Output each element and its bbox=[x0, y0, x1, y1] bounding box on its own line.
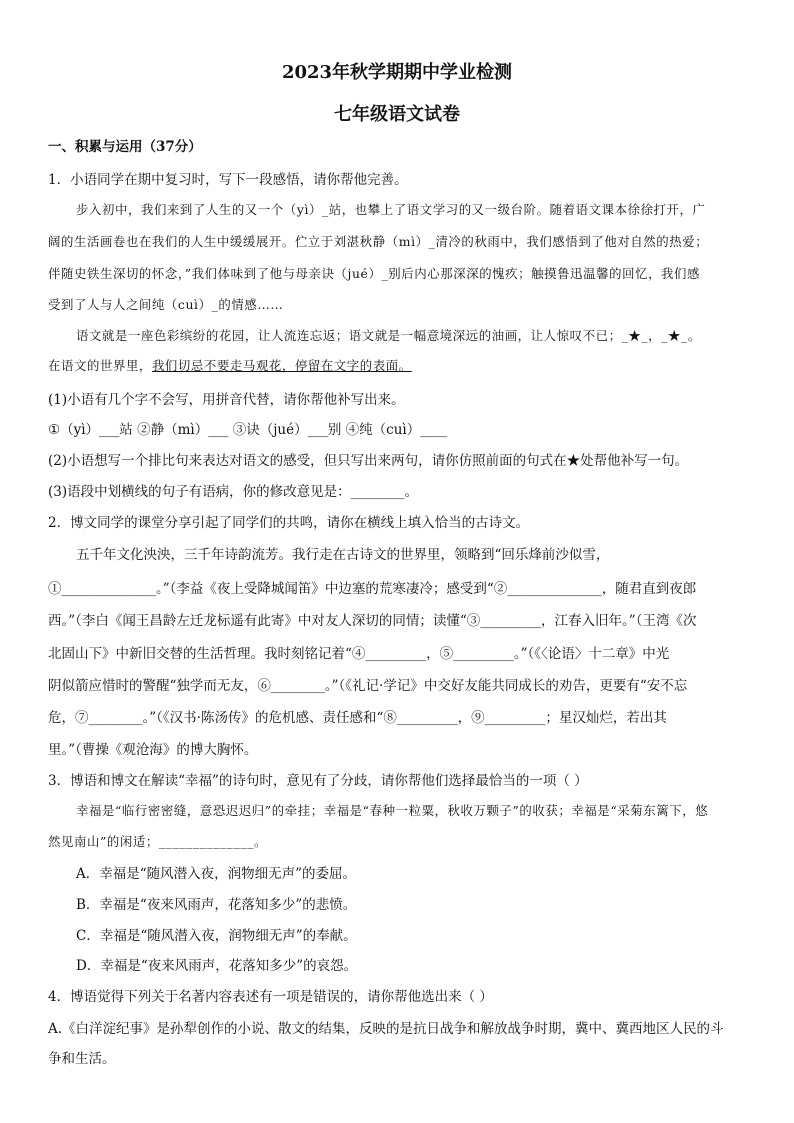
q2-line: ①______________。”（李益《夜上受降城闻笛》中边塞的荒寒凄冷；感受到“②______________，随君直到夜郎 bbox=[48, 581, 697, 597]
q2-line: 阴似箭应惜时的警醒“独学而无友，⑥________。”（《礼记·学记》中交好友能共同成长的劝告，更要有“安不忘 bbox=[48, 678, 688, 694]
q1-sub1: (1)小语有几个字不会写，用拼音代替，请你帮他补写出来。 bbox=[48, 392, 405, 408]
q2-line: 西。”（李白《闻王昌龄左迁龙标遥有此寄》中对友人深切的同情；读懂“③_________，江春入旧年。”（王湾《次 bbox=[48, 613, 697, 629]
q2-stem: 2．博文同学的课堂分享引起了同学们的共鸣，请你在横线上填入恰当的古诗文。 bbox=[48, 515, 530, 531]
q3-option-b: B．幸福是“夜来风雨声，花落知多少”的悲愤。 bbox=[76, 897, 357, 913]
q1-passage-line bbox=[48, 356, 754, 376]
q1-passage-line: 步入初中，我们来到了人生的又一个（yì）_站，也攀上了语文学习的又一级台阶。随着语文课本徐徐打开，广 bbox=[76, 202, 706, 217]
q1-passage-line: 阔的生活画卷也在我们的人生中缓缓展开。伫立于刘湛秋静（mì）_清冷的秋雨中，我们感悟到了他对自然的热爱； bbox=[48, 234, 709, 249]
q3-option-a: A．幸福是“随风潜入夜，润物细无声”的委屈。 bbox=[76, 866, 357, 882]
q2-line: 北固山下》中新旧交替的生活哲理。我时刻铭记着“④_________，⑤_________。”（《〈论语〉十二章》中光 bbox=[48, 646, 670, 662]
q1-passage-line: 受到了人与人之间纯（cuì）_的情感…… bbox=[48, 297, 284, 312]
q3-stem: 3．博语和博文在解读“幸福”的诗句时，意见有了分歧，请你帮他们选择最恰当的一项（ ） bbox=[48, 773, 588, 789]
q3-option-c: C．幸福是“随风潜入夜，润物细无声”的奉献。 bbox=[76, 928, 357, 944]
exam-title: 2023年秋学期期中学业检测 bbox=[281, 62, 513, 83]
q4-option-a-line: A.《白洋淀纪事》是孙犁创作的小说、散文的结集，反映的是抗日战争和解放战争时期，冀中、冀西地区人民的斗 bbox=[48, 1021, 724, 1037]
q3-option-d: D．幸福是“夜来风雨声，花落知多少”的哀怨。 bbox=[76, 958, 358, 974]
q2-line: 里。”（曹操《观沧海》的博大胸怀。 bbox=[48, 742, 258, 758]
q1-sub2: (2)小语想写一个排比句来表达对语文的感受，但只写出来两句，请你仿照前面的句式在★处帮他补写一句。 bbox=[48, 453, 689, 469]
q2-line: 危，⑦________。”（《汉书·陈汤传》的危机感、责任感和“⑧_________，⑨_________；星汉灿烂，若出其 bbox=[48, 710, 667, 726]
q1-sub3: (3)语段中划横线的句子有语病，你的修改意见是：________。 bbox=[48, 484, 419, 500]
q4-option-a-line: 争和生活。 bbox=[48, 1051, 116, 1067]
exam-subtitle: 七年级语文试卷 bbox=[334, 104, 460, 125]
q1-passage-plain: 在语文的世界里， bbox=[48, 358, 152, 373]
q1-passage-line: 语文就是一座色彩缤纷的花园，让人流连忘返；语文就是一幅意境深远的油画，让人惊叹不已；_★_，_★_。 bbox=[76, 328, 701, 343]
section-heading: 一、积累与运用（37分） bbox=[48, 139, 202, 155]
q2-line: 五千年文化泱泱，三千年诗韵流芳。我行走在古诗文的世界里，领略到“回乐烽前沙似雪， bbox=[76, 547, 610, 563]
q1-underlined-sentence: 我们切忌不要走马观花，停留在文字的表面。 bbox=[151, 358, 412, 373]
q1-stem: 1．小语同学在期中复习时，写下一段感悟，请你帮他完善。 bbox=[48, 172, 408, 188]
q3-passage-line: 幸福是“临行密密缝，意恐迟迟归”的牵挂；幸福是“春种一粒粟，秋收万颗子”的收获；幸福是“采菊东篱下，悠 bbox=[76, 803, 709, 818]
q1-sub1-answer-line: ①（yì）___站 ②静（mì）___ ③诀（jué）___别 ④纯（cuì）____ bbox=[48, 422, 448, 438]
q4-stem: 4．博语觉得下列关于名著内容表述有一项是错误的，请你帮他选出来（ ） bbox=[48, 989, 493, 1005]
q1-passage-line: 伴随史铁生深切的怀念，”我们体味到了他与母亲诀（jué）_别后内心那深深的愧疚；触摸鲁迅温馨的回忆，我们感 bbox=[48, 266, 701, 281]
q3-passage-line: 然见南山”的闲适；______________。 bbox=[48, 834, 267, 849]
